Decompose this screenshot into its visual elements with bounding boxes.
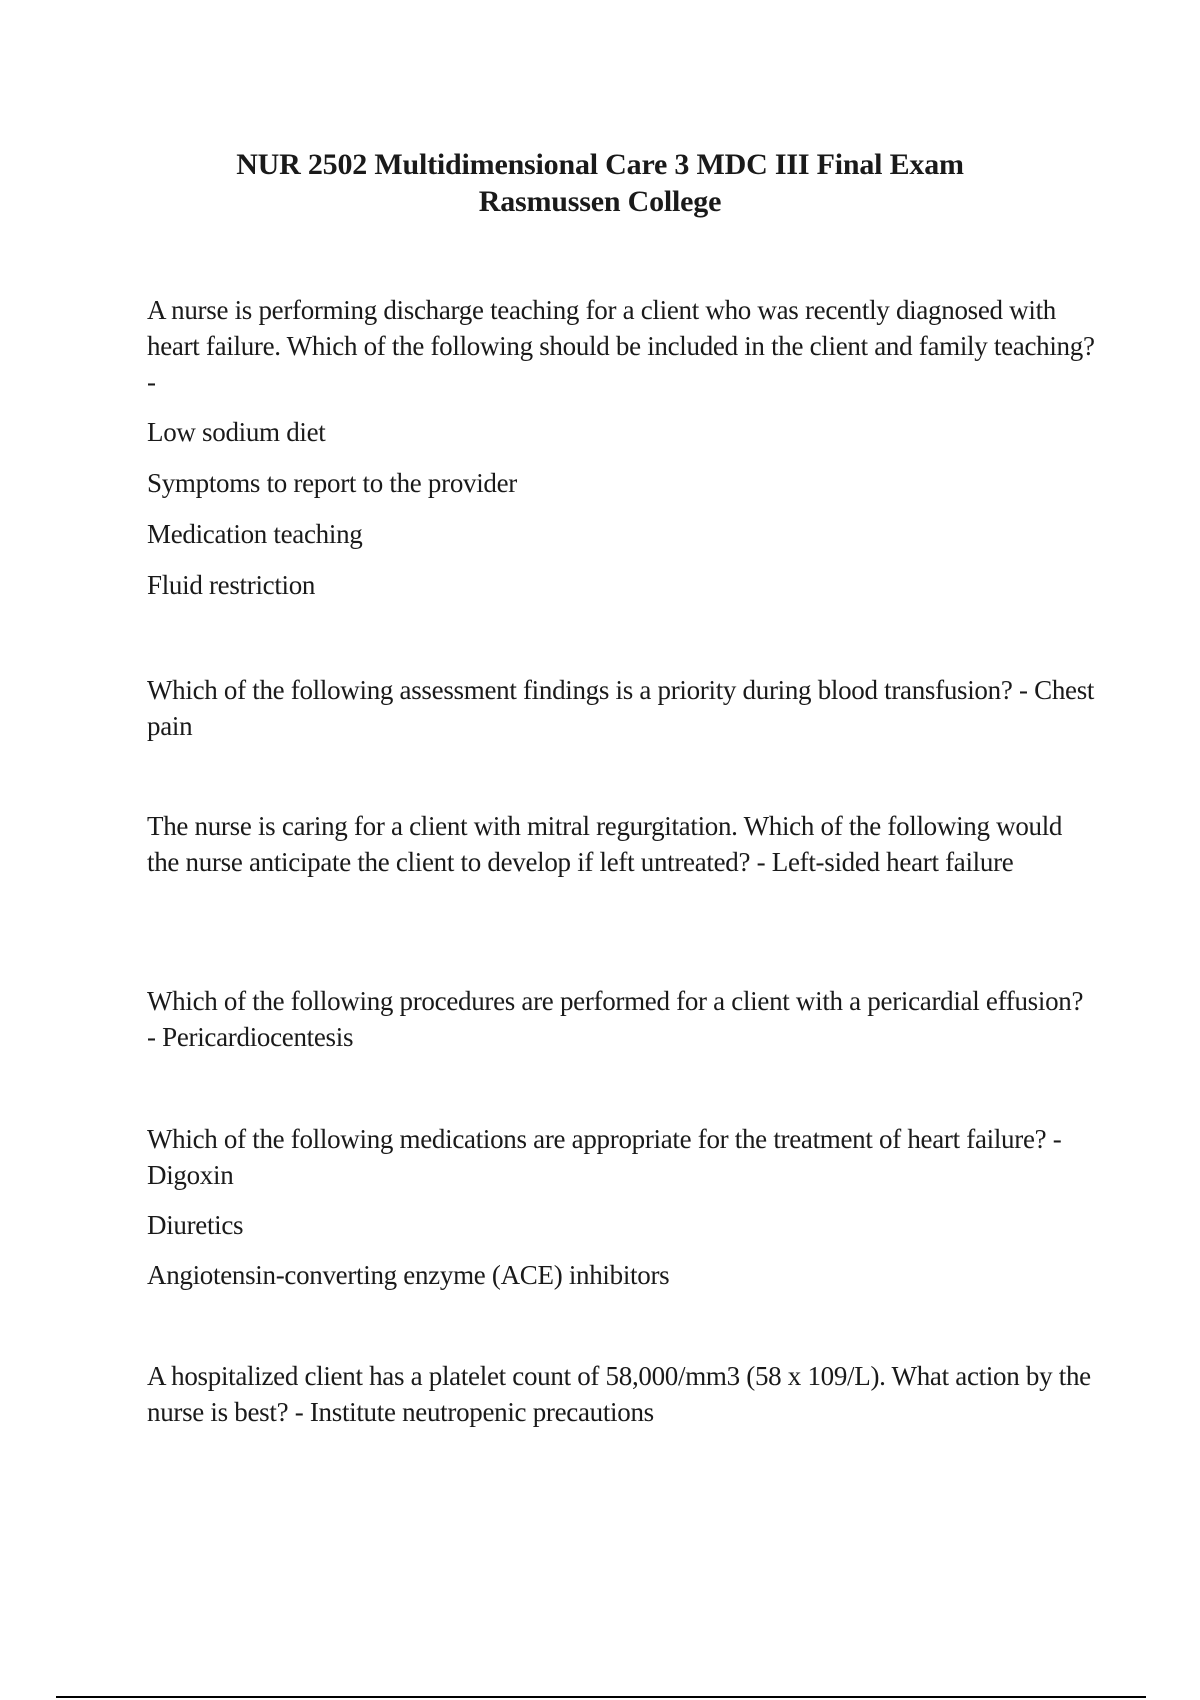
question-1 <box>147 292 1097 603</box>
answer-option: Fluid restriction <box>147 570 316 600</box>
title-line-2: Rasmussen College <box>478 185 722 218</box>
question-3 <box>147 808 1097 880</box>
question-text: Which of the following medications are appropriate for the treatment of heart failure? - Digoxin <box>147 1124 1062 1190</box>
question-2 <box>147 672 1097 744</box>
answer-option: Diuretics <box>147 1210 244 1240</box>
answer-option: Angiotensin-converting enzyme (ACE) inhibitors <box>147 1260 670 1290</box>
answer-option: Low sodium diet <box>147 417 326 447</box>
document-title <box>0 146 1200 220</box>
question-text: A hospitalized client has a platelet count of 58,000/mm3 (58 x 109/L). What action by the nurse is best? - Institute neutropenic precautions <box>147 1361 1091 1427</box>
title-line-1: NUR 2502 Multidimensional Care 3 MDC III Final Exam <box>236 148 964 181</box>
question-text: The nurse is caring for a client with mitral regurgitation. Which of the following would the nurse anticipate the client to develop if left untreated? - Left-sided heart failure <box>147 811 1063 877</box>
question-text: Which of the following assessment findings is a priority during blood transfusion? - Chest pain <box>147 675 1095 741</box>
answer-option: Symptoms to report to the provider <box>147 468 518 498</box>
footer-divider <box>56 1696 1146 1698</box>
question-4 <box>147 983 1097 1055</box>
answer-option: Medication teaching <box>147 519 363 549</box>
question-5 <box>147 1121 1097 1293</box>
question-text: A nurse is performing discharge teaching for a client who was recently diagnosed with heart failure. Which of the following should be included in the client and family teaching? - <box>147 295 1095 397</box>
question-text: Which of the following procedures are performed for a client with a pericardial effusion? - Pericardiocentesis <box>147 986 1084 1052</box>
question-6 <box>147 1358 1097 1430</box>
